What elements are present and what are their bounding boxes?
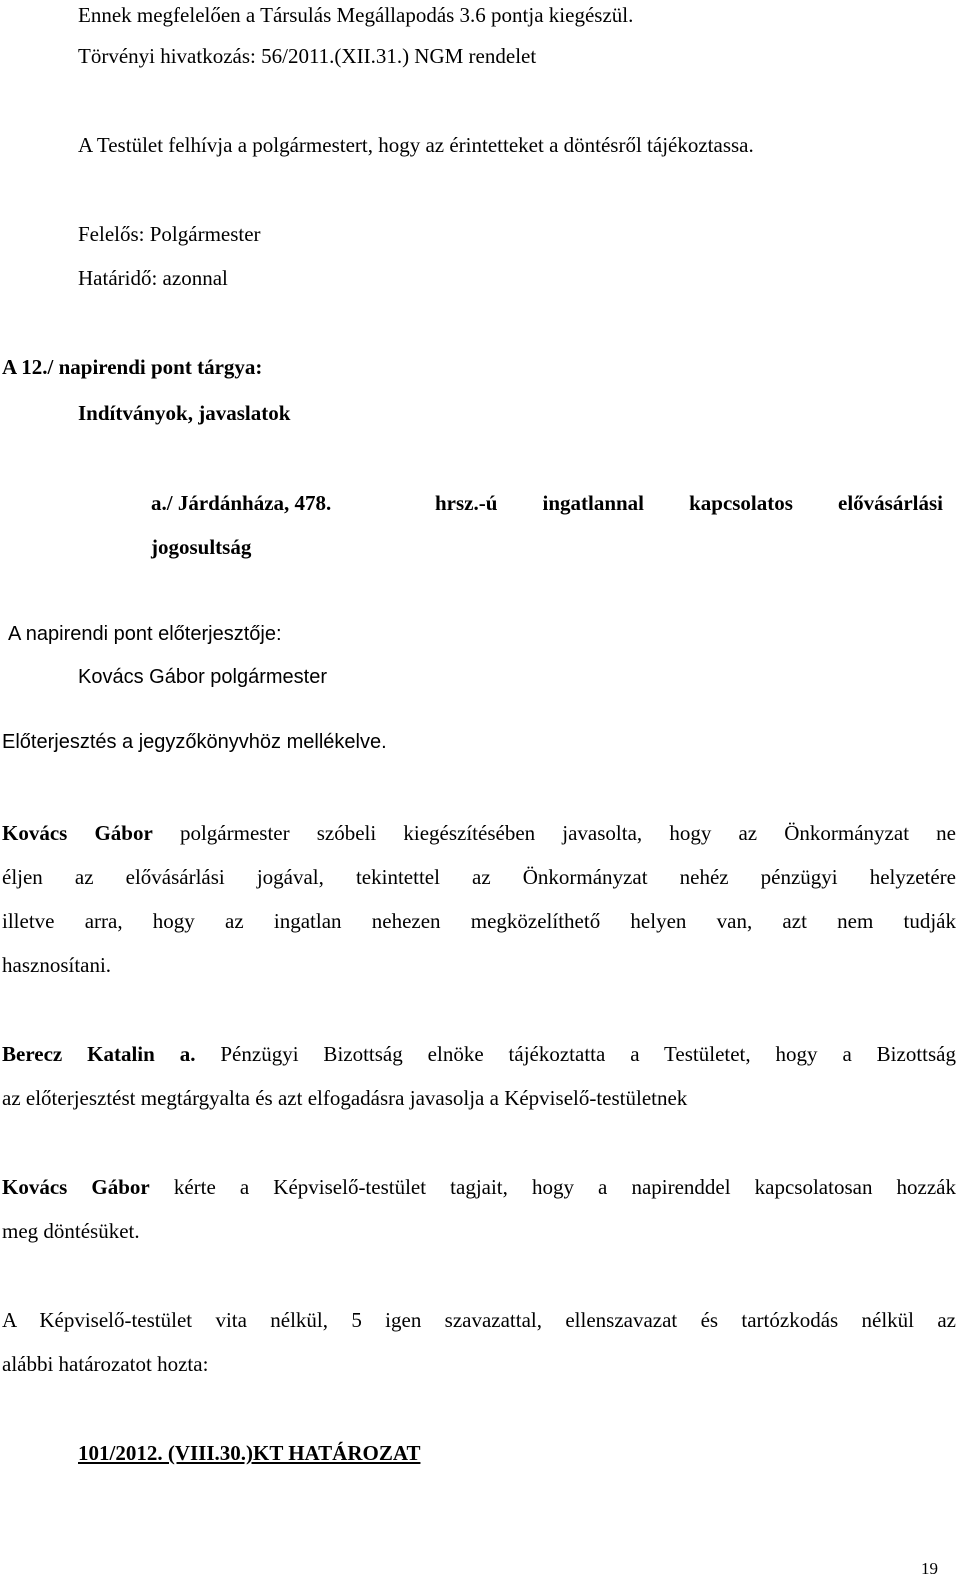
agenda-item-a-part3: jogosultság (151, 535, 252, 559)
paragraph-1-line-2: éljen az elővásárlási jogával, tekintettel az Önkormányzat nehéz pénzügyi helyzetére (2, 865, 956, 889)
paragraph-2-line-2: az előterjesztést megtárgyalta és azt elfogadásra javasolja a Képviselő-testületnek (2, 1086, 688, 1110)
paragraph-2-line-1 (2, 1041, 956, 1067)
presenter-label: A napirendi pont előterjesztője: (8, 623, 282, 645)
agenda-item-a-part2: hrsz.-ú ingatlannal kapcsolatos elővásárlási (435, 491, 943, 515)
paragraph-1-line-4: hasznosítani. (2, 953, 112, 977)
paragraph-3-line-1 (2, 1174, 956, 1200)
attachment-note: Előterjesztés a jegyzőkönyvhöz mellékelve. (2, 731, 387, 753)
responsible-line: Felelős: Polgármester (78, 222, 261, 246)
page-number: 19 (921, 1559, 938, 1578)
header-line-3: A Testület felhívja a polgármestert, hogy az érintetteket a döntésről tájékoztassa. (78, 133, 754, 157)
paragraph-1-line-1 (2, 820, 956, 846)
presenter-name: Kovács Gábor polgármester (78, 666, 328, 688)
paragraph-text: polgármester szóbeli kiegészítésében javasolta, hogy az Önkormányzat ne (179, 821, 956, 845)
speaker-name: Berecz Katalin a. (2, 1042, 196, 1066)
agenda-item-a-part1: a./ Járdánháza, 478. (151, 491, 332, 515)
header-line-2: Törvényi hivatkozás: 56/2011.(XII.31.) NGM rendelet (78, 44, 537, 68)
paragraph-1-line-3: illetve arra, hogy az ingatlan nehezen megközelíthető helyen van, azt nem tudják (2, 909, 956, 933)
deadline-line: Határidő: azonnal (78, 266, 228, 290)
header-line-1: Ennek megfelelően a Társulás Megállapodás 3.6 pontja kiegészül. (78, 3, 634, 27)
paragraph-4-line-1: A Képviselő-testület vita nélkül, 5 igen szavazattal, ellenszavazat és tartózkodás nélkül az (2, 1308, 956, 1332)
agenda-number: A 12./ napirendi pont tárgya: (2, 355, 263, 379)
agenda-subject: Indítványok, javaslatok (78, 401, 291, 425)
paragraph-4-line-2: alábbi határozatot hozta: (2, 1352, 209, 1376)
paragraph-text: Pénzügyi Bizottság elnöke tájékoztatta a Testületet, hogy a Bizottság (220, 1042, 956, 1066)
resolution-title: 101/2012. (VIII.30.)KT HATÁROZAT (78, 1441, 421, 1465)
paragraph-text: kérte a Képviselő-testület tagjait, hogy a napirenddel kapcsolatosan hozzák (173, 1175, 956, 1199)
speaker-name: Kovács Gábor (2, 1175, 150, 1199)
speaker-name: Kovács Gábor (2, 821, 153, 845)
paragraph-3-line-2: meg döntésüket. (2, 1219, 140, 1243)
